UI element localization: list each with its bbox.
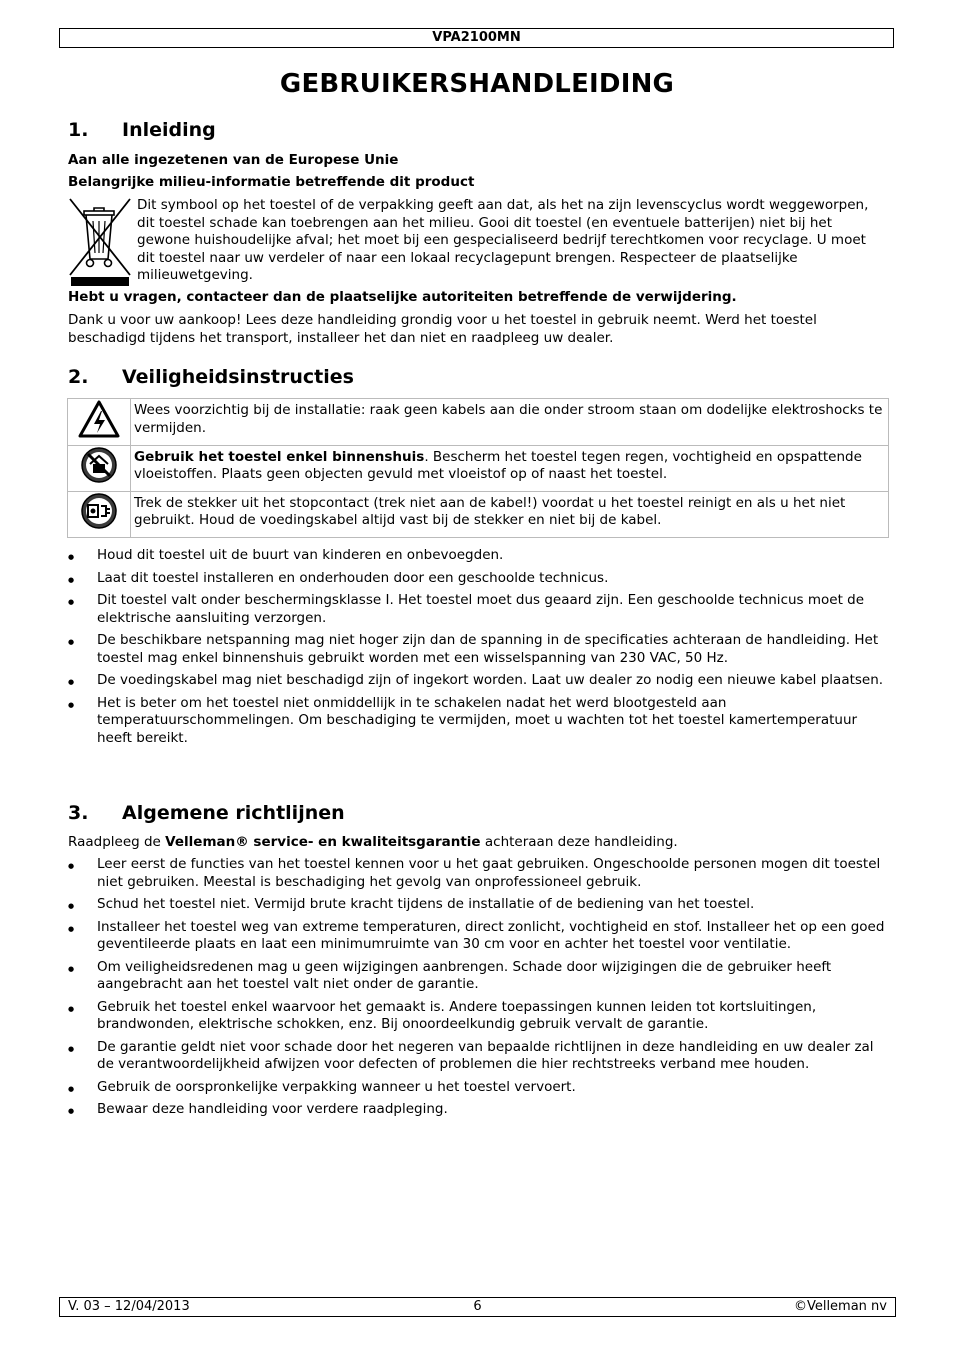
version-date: V. 03 – 12/04/2013 xyxy=(68,1299,190,1314)
intro-text: Raadpleeg de xyxy=(68,834,166,850)
section-title: Inleiding xyxy=(122,119,216,141)
list-item: ● Laat dit toestel installeren en onderhouden door een geschoolde technicus. xyxy=(68,570,888,588)
safety-text: . Bescherm het toestel tegen regen, vochtigheid en opspattende vloeistoffen. Plaats geen objecten gevuld met vloeistof op of naast het toestel. xyxy=(134,448,862,482)
weee-description: Dit symbool op het toestel of de verpakking geeft aan dat, als het na zijn levenscyclus wordt weggeworpen, dit toestel schade kan toebrengen aan het milieu. Gooi dit toestel (en eventuele batterijen) niet bij het gewone huishoudelijke afval; het moet bij een gespecialiseerd bedrijf terechtkomen voor recyclage. U moet dit toestel naar uw verdeler of naar een lokaal recyclagepunt brengen. Respecteer de plaatselijke milieuwetgeving. xyxy=(137,197,869,283)
safety-text: Trek de stekker uit het stopcontact (trek niet aan de kabel!) voordat u het toestel reinigt en als u het niet gebruikt. Houd de voedingskabel altijd vast bij de stekker en niet bij de kabel. xyxy=(134,494,846,528)
model-number: VPA2100MN xyxy=(432,30,521,45)
disposal-contact-note: Hebt u vragen, contacteer dan de plaatselijke autoriteiten betreffende de verwijdering. xyxy=(68,289,737,305)
copyright: ©Velleman nv xyxy=(793,1299,887,1314)
list-item: ● Leer eerst de functies van het toestel kennen voor u het gaat gebruiken. Ongeschoolde personen mogen dit toestel niet gebruiken. Meestal is beschadiging het gevolg van onprofessioneel gebruik. xyxy=(68,856,888,891)
list-item: ● De garantie geldt niet voor schade door het negeren van bepaalde richtlijnen in deze handleiding en uw dealer zal de verantwoordelijkheid afwijzen voor defecten of problemen die hier rechtstreeks verband mee houden. xyxy=(68,1039,888,1074)
weee-bin-icon xyxy=(68,197,132,289)
thank-you-paragraph: Dank u voor uw aankoop! Lees deze handleiding grondig voor u het toestel in gebruik neemt. Werd het toestel beschadigd tijdens het transport, installeer het dan niet en raadpleeg uw dealer. xyxy=(68,312,817,346)
high-voltage-warning-icon xyxy=(77,399,121,439)
page-title: GEBRUIKERSHANDLEIDING xyxy=(279,69,675,99)
section-title: Algemene richtlijnen xyxy=(122,802,345,824)
safety-text-cell xyxy=(131,445,889,491)
eu-residents-subheading: Aan alle ingezetenen van de Europese Unie xyxy=(68,152,399,168)
page-header xyxy=(59,28,894,48)
safety-row xyxy=(68,491,889,537)
list-item: ● Om veiligheidsredenen mag u geen wijzigingen aanbrengen. Schade door wijzigingen die de gebruiker heeft aangebracht aan het toestel valt niet onder de garantie. xyxy=(68,959,888,994)
list-item: ● Schud het toestel niet. Vermijd brute kracht tijdens de installatie of de bediening van het toestel. xyxy=(68,896,888,914)
intro-text: achteraan deze handleiding. xyxy=(480,834,678,850)
guidelines-bullet-list xyxy=(68,856,888,1124)
guarantee-name: Velleman® service- en kwaliteitsgarantie xyxy=(165,834,481,850)
section-number: 2. xyxy=(68,366,89,388)
list-item: ● Dit toestel valt onder beschermingsklasse I. Het toestel moet dus geaard zijn. Een geschoolde technicus moet de elektrische aansluiting verzorgen. xyxy=(68,592,888,627)
environment-subheading: Belangrijke milieu-informatie betreffende dit product xyxy=(68,174,475,190)
list-item: ● Installeer het toestel weg van extreme temperaturen, direct zonlicht, vochtigheid en stof. Installeer het op een goed geventileerde plaats en laat een minimumruimte van 30 cm voor en achter het toestel voor ventilatie. xyxy=(68,919,888,954)
safety-bullet-list xyxy=(68,547,888,752)
unplug-icon xyxy=(80,492,118,530)
list-item: ● De voedingskabel mag niet beschadigd zijn of ingekort worden. Laat uw dealer zo nodig een nieuwe kabel plaatsen. xyxy=(68,672,888,690)
safety-row xyxy=(68,399,889,446)
list-item: ● Gebruik het toestel enkel waarvoor het gemaakt is. Andere toepassingen kunnen leiden tot kortsluitingen, brandwonden, elektrische schokken, enz. Bij onoordeelkundig gebruik vervalt de garantie. xyxy=(68,999,888,1034)
section-title: Veiligheidsinstructies xyxy=(122,366,354,388)
safety-text-cell xyxy=(131,399,889,446)
list-item: ● De beschikbare netspanning mag niet hoger zijn dan de spanning in de specificaties achteraan de handleiding. Het toestel mag enkel binnenshuis gebruikt worden met een wisselspanning van 230 VAC, 50 Hz. xyxy=(68,632,888,667)
list-item: ● Houd dit toestel uit de buurt van kinderen en onbevoegden. xyxy=(68,547,888,565)
safety-icon-cell xyxy=(68,445,131,491)
page-footer xyxy=(59,1297,896,1317)
guarantee-intro xyxy=(68,834,888,852)
list-item: ● Gebruik de oorspronkelijke verpakking wanneer u het toestel vervoert. xyxy=(68,1079,888,1097)
safety-row xyxy=(68,445,889,491)
safety-table xyxy=(67,398,889,538)
safety-icon-cell xyxy=(68,491,131,537)
safety-text-bold: Gebruik het toestel enkel binnenshuis xyxy=(134,448,425,465)
safety-text-cell xyxy=(131,491,889,537)
section-number: 1. xyxy=(68,119,89,141)
page-number: 6 xyxy=(473,1299,482,1314)
list-item: ● Bewaar deze handleiding voor verdere raadpleging. xyxy=(68,1101,888,1119)
safety-text: Wees voorzichtig bij de installatie: raak geen kabels aan die onder stroom staan om dodelijke elektroshocks te vermijden. xyxy=(134,402,883,436)
indoor-use-only-icon xyxy=(80,446,118,484)
safety-icon-cell xyxy=(68,399,131,446)
section-number: 3. xyxy=(68,802,89,824)
list-item: ● Het is beter om het toestel niet onmiddellijk in te schakelen nadat het werd blootgesteld aan temperatuurschommelingen. Om beschadiging te vermijden, moet u wachten tot het toestel kamertemperatuur heeft bereikt. xyxy=(68,695,888,748)
